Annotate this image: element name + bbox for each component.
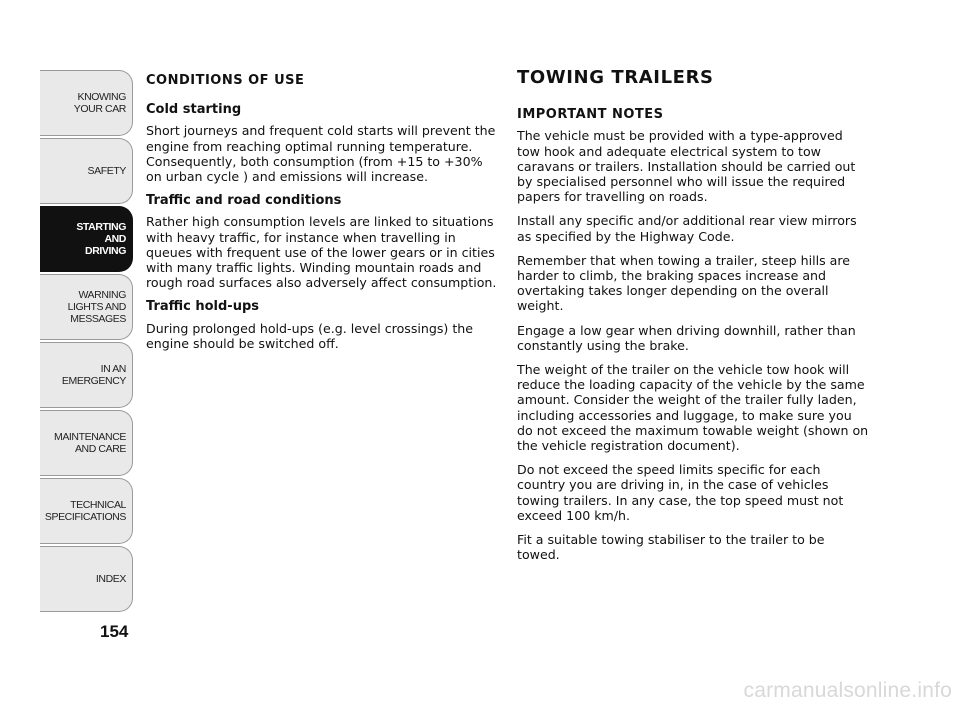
section-title: Traffic hold-ups <box>146 299 259 315</box>
watermark: carmanualsonline.info <box>743 679 952 702</box>
paragraph: Engage a low gear when driving downhill, rather than constantly using the brake. <box>517 322 856 353</box>
right-column <box>517 67 869 571</box>
paragraph: Remember that when towing a trailer, steep hills are harder to climb, the braking spaces increase and overtaking takes longer depending on the overall weight. <box>517 252 851 314</box>
tab-technical-specifications[interactable]: TECHNICAL SPECIFICATIONS <box>40 478 133 544</box>
conditions-of-use-heading: CONDITIONS OF USE <box>146 73 305 88</box>
tab-starting-and-driving[interactable]: STARTING AND DRIVING <box>40 206 133 272</box>
tab-index[interactable]: INDEX <box>40 546 133 612</box>
paragraph: Install any specific and/or additional rear view mirrors as specified by the Highway Code. <box>517 213 857 244</box>
paragraph: The vehicle must be provided with a type-approved tow hook and adequate electrical system to tow caravans or trailers. Installation should be carried out by specialised personnel who will issue the required papers for travelling on roads. <box>517 128 856 205</box>
left-column <box>146 70 498 360</box>
section-text: Rather high consumption levels are linked to situations with heavy traffic, for instance when travelling in queues with frequent use of the lower gears or in cities with many traffic lights. Winding mountain roads and rough road surfaces also adversely affect consumption. <box>146 214 497 291</box>
section-cold-starting <box>146 102 498 184</box>
section-title: Traffic and road conditions <box>146 193 342 209</box>
section-text: During prolonged hold-ups (e.g. level crossings) the engine should be switched off. <box>146 320 474 351</box>
tab-in-an-emergency[interactable]: IN AN EMERGENCY <box>40 342 133 408</box>
towing-trailers-heading: TOWING TRAILERS <box>517 67 714 88</box>
paragraph: Do not exceed the speed limits specific for each country you are driving in, in the case of vehicles towing trailers. In any case, the top speed must not exceed 100 km/h. <box>517 462 844 523</box>
section-title: Cold starting <box>146 102 242 118</box>
important-notes-heading: IMPORTANT NOTES <box>517 107 664 123</box>
tab-warning-lights-and-messages[interactable]: WARNING LIGHTS AND MESSAGES <box>40 274 133 340</box>
section-text: Short journeys and frequent cold starts will prevent the engine from reaching optimal running temperature. Consequently, both consumption (from +15 to +30% on urban cycle ) and emissions will increase. <box>146 123 496 185</box>
tab-knowing-your-car[interactable]: KNOWING YOUR CAR <box>40 70 133 136</box>
page-number: 154 <box>100 622 129 641</box>
section-traffic-and-road-conditions <box>146 193 498 290</box>
chapter-tabs <box>40 70 133 614</box>
paragraph: Fit a suitable towing stabiliser to the trailer to be towed. <box>517 532 825 563</box>
section-traffic-hold-ups <box>146 299 498 351</box>
tab-safety[interactable]: SAFETY <box>40 138 133 204</box>
paragraph: The weight of the trailer on the vehicle tow hook will reduce the loading capacity of the vehicle by the same amount. Consider the weight of the trailer fully laden, including accessories and luggage, to make sure you do not exceed the maximum towable weight (shown on the vehicle registration document). <box>517 362 869 454</box>
tab-maintenance-and-care[interactable]: MAINTENANCE AND CARE <box>40 410 133 476</box>
